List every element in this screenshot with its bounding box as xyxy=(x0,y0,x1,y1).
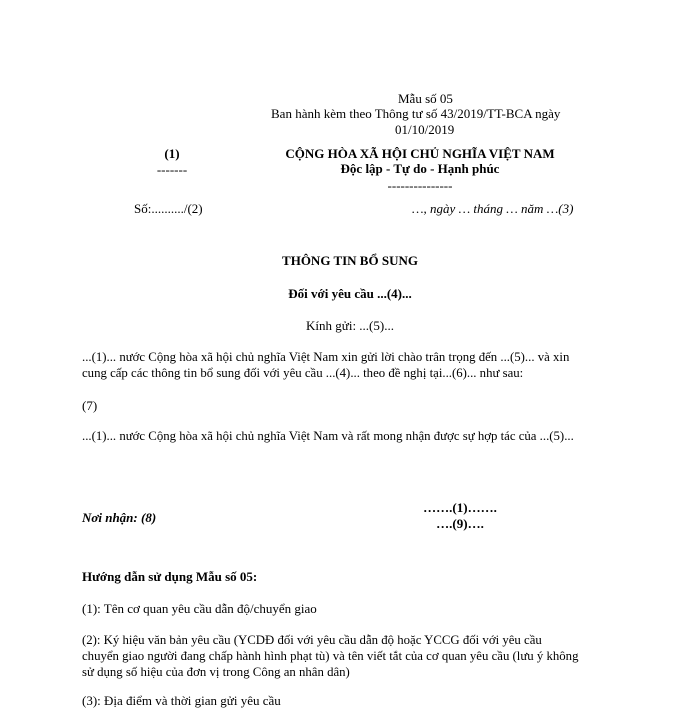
right-divider: --------------- xyxy=(387,178,453,193)
guide-heading: Hướng dẫn sử dụng Mẫu số 05: xyxy=(82,569,258,584)
guide-item-3: (3): Địa điểm và thời gian gửi yêu cầu xyxy=(82,693,281,708)
motto: Độc lập - Tự do - Hạnh phúc xyxy=(340,161,500,176)
document-number: Số:........../(2) xyxy=(134,201,203,216)
signature-line-1: …….(1)……. xyxy=(423,500,497,515)
agency-placeholder: (1) xyxy=(164,146,180,161)
document-subtitle: Đối với yêu cầu ...(4)... xyxy=(288,286,412,301)
body-paragraph-1-line-1: ...(1)... nước Cộng hòa xã hội chủ nghĩa Việt Nam xin gửi lời chào trân trọng đến ...(5)... và xin xyxy=(82,350,570,364)
signature-line-2: ….(9)…. xyxy=(436,516,484,531)
guide-item-2-line-2: chuyển giao người đang chấp hành hình phạt tù) và tên viết tắt của cơ quan yêu cầu (lưu ý không xyxy=(82,649,579,663)
left-divider: ------- xyxy=(156,162,188,177)
form-number: Mẫu số 05 xyxy=(398,91,453,106)
issued-with-line-2: 01/10/2019 xyxy=(395,122,455,137)
body-paragraph-2: (7) xyxy=(82,398,98,413)
document-title: THÔNG TIN BỔ SUNG xyxy=(282,253,418,268)
guide-item-1: (1): Tên cơ quan yêu cầu dẫn độ/chuyển giao xyxy=(82,601,317,616)
guide-item-2-line-1: (2): Ký hiệu văn bản yêu cầu (YCDĐ đối với yêu cầu dẫn độ hoặc YCCG đối với yêu cầu xyxy=(82,633,542,647)
place-date: …, ngày … tháng … năm …(3) xyxy=(412,201,574,216)
guide-item-2-line-3: sử dụng số hiệu của đơn vị trong Công an nhân dân) xyxy=(82,665,350,679)
country-name: CỘNG HÒA XÃ HỘI CHỦ NGHĨA VIỆT NAM xyxy=(285,146,555,161)
recipients-label: Nơi nhận: (8) xyxy=(82,510,157,525)
issued-with-line-1: Ban hành kèm theo Thông tư số 43/2019/TT-BCA ngày xyxy=(271,106,561,121)
body-paragraph-1-line-2: cung cấp các thông tin bổ sung đối với yêu cầu ...(4)... theo đề nghị tại...(6)... như sau: xyxy=(82,366,524,380)
body-paragraph-3: ...(1)... nước Cộng hòa xã hội chủ nghĩa Việt Nam và rất mong nhận được sự hợp tác của ...(5)... xyxy=(82,429,574,443)
recipient-line: Kính gửi: ...(5)... xyxy=(306,318,394,333)
